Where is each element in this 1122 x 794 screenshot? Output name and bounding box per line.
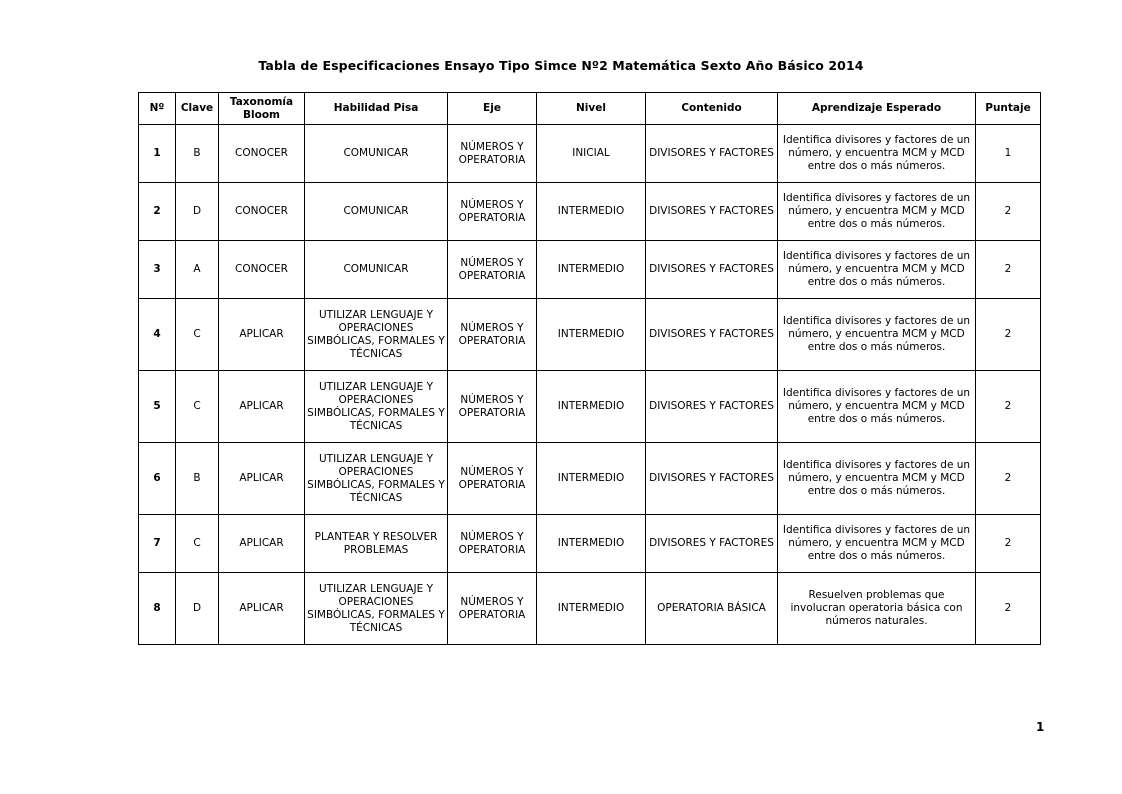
header-eje: Eje — [448, 93, 537, 125]
header-aprendizaje: Aprendizaje Esperado — [778, 93, 976, 125]
cell-aprendizaje: Identifica divisores y factores de un número, y encuentra MCM y MCD entre dos o más números. — [778, 299, 976, 371]
cell-nivel: INTERMEDIO — [537, 183, 646, 241]
cell-aprendizaje: Identifica divisores y factores de un número, y encuentra MCM y MCD entre dos o más números. — [778, 241, 976, 299]
cell-eje: NÚMEROS Y OPERATORIA — [448, 241, 537, 299]
cell-puntaje: 2 — [976, 371, 1041, 443]
cell-aprendizaje: Resuelven problemas que involucran operatoria básica con números naturales. — [778, 573, 976, 645]
cell-habilidad: UTILIZAR LENGUAJE Y OPERACIONES SIMBÓLICAS, FORMALES Y TÉCNICAS — [305, 371, 448, 443]
table-row — [139, 515, 1041, 573]
cell-taxonomia: APLICAR — [219, 299, 305, 371]
cell-n: 7 — [139, 515, 176, 573]
cell-contenido: DIVISORES Y FACTORES — [646, 443, 778, 515]
cell-aprendizaje: Identifica divisores y factores de un número, y encuentra MCM y MCD entre dos o más números. — [778, 125, 976, 183]
cell-taxonomia: CONOCER — [219, 241, 305, 299]
header-n: Nº — [139, 93, 176, 125]
cell-habilidad: UTILIZAR LENGUAJE Y OPERACIONES SIMBÓLICAS, FORMALES Y TÉCNICAS — [305, 573, 448, 645]
cell-eje: NÚMEROS Y OPERATORIA — [448, 443, 537, 515]
header-habilidad: Habilidad Pisa — [305, 93, 448, 125]
document-title: Tabla de Especificaciones Ensayo Tipo Simce Nº2 Matemática Sexto Año Básico 2014 — [258, 58, 864, 73]
cell-contenido: DIVISORES Y FACTORES — [646, 241, 778, 299]
page-number: 1 — [1036, 720, 1045, 734]
cell-puntaje: 2 — [976, 183, 1041, 241]
cell-aprendizaje: Identifica divisores y factores de un número, y encuentra MCM y MCD entre dos o más números. — [778, 443, 976, 515]
cell-aprendizaje: Identifica divisores y factores de un número, y encuentra MCM y MCD entre dos o más números. — [778, 515, 976, 573]
cell-puntaje: 2 — [976, 241, 1041, 299]
cell-aprendizaje: Identifica divisores y factores de un número, y encuentra MCM y MCD entre dos o más números. — [778, 371, 976, 443]
cell-eje: NÚMEROS Y OPERATORIA — [448, 299, 537, 371]
table-header-row — [139, 93, 1041, 125]
cell-clave: C — [176, 299, 219, 371]
header-clave: Clave — [176, 93, 219, 125]
cell-nivel: INTERMEDIO — [537, 299, 646, 371]
cell-habilidad: COMUNICAR — [305, 241, 448, 299]
cell-eje: NÚMEROS Y OPERATORIA — [448, 371, 537, 443]
header-nivel: Nivel — [537, 93, 646, 125]
table-row — [139, 299, 1041, 371]
table-row — [139, 183, 1041, 241]
cell-habilidad: COMUNICAR — [305, 183, 448, 241]
cell-n: 4 — [139, 299, 176, 371]
cell-puntaje: 2 — [976, 515, 1041, 573]
cell-puntaje: 2 — [976, 299, 1041, 371]
cell-n: 6 — [139, 443, 176, 515]
cell-habilidad: COMUNICAR — [305, 125, 448, 183]
cell-contenido: DIVISORES Y FACTORES — [646, 515, 778, 573]
specifications-table — [138, 92, 1041, 645]
cell-contenido: DIVISORES Y FACTORES — [646, 371, 778, 443]
header-contenido: Contenido — [646, 93, 778, 125]
cell-contenido: DIVISORES Y FACTORES — [646, 299, 778, 371]
cell-contenido: DIVISORES Y FACTORES — [646, 183, 778, 241]
table-row — [139, 371, 1041, 443]
cell-taxonomia: CONOCER — [219, 125, 305, 183]
cell-nivel: INICIAL — [537, 125, 646, 183]
cell-nivel: INTERMEDIO — [537, 443, 646, 515]
cell-clave: C — [176, 371, 219, 443]
cell-taxonomia: APLICAR — [219, 573, 305, 645]
table-row — [139, 125, 1041, 183]
cell-contenido: OPERATORIA BÁSICA — [646, 573, 778, 645]
cell-taxonomia: APLICAR — [219, 371, 305, 443]
cell-puntaje: 2 — [976, 573, 1041, 645]
cell-nivel: INTERMEDIO — [537, 241, 646, 299]
cell-aprendizaje: Identifica divisores y factores de un número, y encuentra MCM y MCD entre dos o más números. — [778, 183, 976, 241]
cell-n: 1 — [139, 125, 176, 183]
cell-taxonomia: APLICAR — [219, 443, 305, 515]
table-row — [139, 573, 1041, 645]
cell-puntaje: 1 — [976, 125, 1041, 183]
cell-habilidad: PLANTEAR Y RESOLVER PROBLEMAS — [305, 515, 448, 573]
cell-clave: A — [176, 241, 219, 299]
cell-habilidad: UTILIZAR LENGUAJE Y OPERACIONES SIMBÓLICAS, FORMALES Y TÉCNICAS — [305, 443, 448, 515]
cell-eje: NÚMEROS Y OPERATORIA — [448, 573, 537, 645]
header-puntaje: Puntaje — [976, 93, 1041, 125]
cell-clave: B — [176, 443, 219, 515]
cell-n: 2 — [139, 183, 176, 241]
cell-eje: NÚMEROS Y OPERATORIA — [448, 125, 537, 183]
cell-nivel: INTERMEDIO — [537, 573, 646, 645]
table-row — [139, 241, 1041, 299]
cell-clave: B — [176, 125, 219, 183]
cell-clave: D — [176, 183, 219, 241]
cell-habilidad: UTILIZAR LENGUAJE Y OPERACIONES SIMBÓLICAS, FORMALES Y TÉCNICAS — [305, 299, 448, 371]
cell-puntaje: 2 — [976, 443, 1041, 515]
cell-clave: C — [176, 515, 219, 573]
cell-contenido: DIVISORES Y FACTORES — [646, 125, 778, 183]
cell-n: 3 — [139, 241, 176, 299]
cell-n: 8 — [139, 573, 176, 645]
cell-nivel: INTERMEDIO — [537, 371, 646, 443]
table-row — [139, 443, 1041, 515]
cell-taxonomia: CONOCER — [219, 183, 305, 241]
cell-clave: D — [176, 573, 219, 645]
header-taxonomia: Taxonomía Bloom — [219, 93, 305, 125]
cell-eje: NÚMEROS Y OPERATORIA — [448, 515, 537, 573]
cell-n: 5 — [139, 371, 176, 443]
cell-nivel: INTERMEDIO — [537, 515, 646, 573]
cell-eje: NÚMEROS Y OPERATORIA — [448, 183, 537, 241]
cell-taxonomia: APLICAR — [219, 515, 305, 573]
